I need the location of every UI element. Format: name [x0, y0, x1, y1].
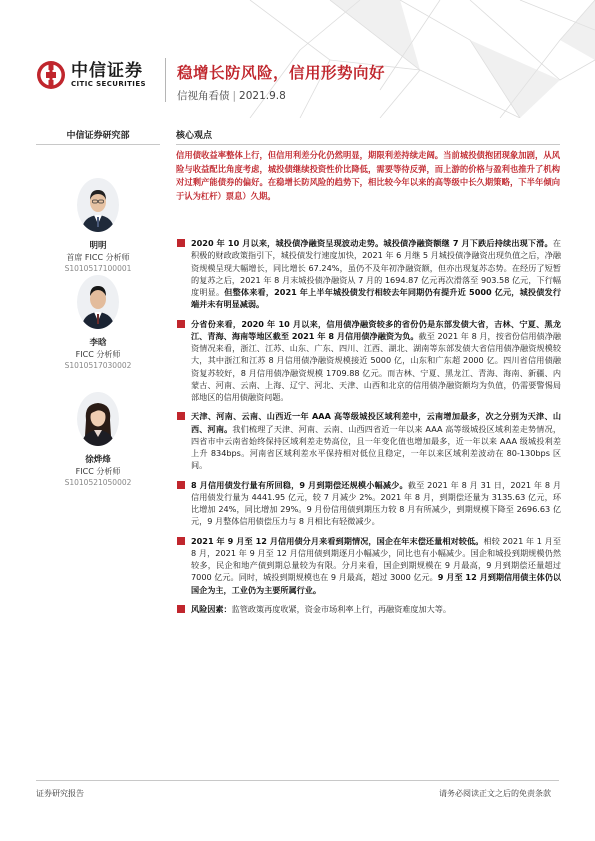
core-view-label: 核心观点 [176, 131, 213, 141]
bullet-marker [177, 537, 185, 545]
point-body: 截至 2021 年 8 月，按省份信用债净融资情况来看，浙江、江苏、山东、广东、四川、江西、湖北、湖南等东部发债大省信用债净融资规模较大，其中浙江和江苏 8 月信用债净融资规模接近 5000 亿，山东和广东超 2000 亿。四川省信用债融资复苏较好，8 月信用债净融资规模 1709.88 亿元。而吉林、宁夏、黑龙江、青海、海南、新疆、内蒙古、河南、云南、上海、辽宁、河北、天津、山西和北京的信用债净融资额均为负值，仍需要警惕局部地区的信用债融资问题。 [191, 330, 561, 402]
list-item [177, 535, 561, 596]
analyst-card [36, 275, 160, 371]
analyst-license: S1010517030002 [64, 361, 132, 370]
analyst-license: S1010517100001 [64, 264, 132, 273]
section-rule-left [36, 144, 160, 145]
analyst-role: 首席 FICC 分析师 [66, 253, 130, 262]
analyst-role: FICC 分析师 [75, 350, 121, 359]
bullet-marker [177, 605, 185, 613]
bullet-marker [177, 320, 185, 328]
brand-name-cn: 中信证券 [71, 60, 143, 81]
footer-rule [36, 780, 559, 781]
point-tail: 9 月至 12 月到期信用债主体仍以国企为主，工业仍为主要所属行业。 [191, 572, 561, 595]
point-body: 监管政策再度收紧，资金市场利率上行，再融资难度加大等。 [231, 603, 452, 614]
bullet-marker [177, 481, 185, 489]
list-item [177, 237, 561, 311]
footer-disclaimer: 请务必阅读正文之后的免责条款 [439, 789, 551, 798]
report-header [0, 0, 595, 118]
analyst-photo-icon [77, 275, 119, 329]
point-lead: 分省份来看，2020 年 10 月以来，信用债净融资较多的省份仍是东部发债大省，吉林、宁夏、黑龙江、青海、海南等地区截至 2021 年 8 月信用债净融资为负。 [191, 318, 561, 341]
analyst-photo-icon [77, 178, 119, 232]
avatar [77, 275, 119, 329]
research-dept: 中信证券研究部 [66, 131, 130, 141]
point-body: 相较 2021 年 1 月至 8 月，2021 年 9 月至 12 月信用债到期逐月小幅减少，同比也有小幅减少。国企和城投到期规模仍然较多，民企和地产债到期总量较为有限。分月来看，国企到期规模在 9 月最高，9 月到期偿还量超过 7000 亿元。同时，城投到期规模也在 9 月最高，超过 3000 亿元。 [191, 535, 561, 583]
report-subtitle [177, 88, 286, 103]
section-rule-right [176, 144, 560, 145]
subtitle-separator: | [232, 90, 237, 102]
core-view-summary: 信用债收益率整体上行，但信用利差分化仍然明显，期限利差持续走阔。当前城投债抱团现象加剧，从风险与收益配比角度考虑，城投债继续投资性价比降低，需要等待反弹，而上游的价格与盈利也推升了机构对过剩产能债券的偏好。在稳增长防风险的趋势下，相比较今年以来的高等级中长久期策略，下半年倾向于认为杠杆）票息）久期。 [176, 150, 560, 201]
citic-logo-icon [36, 60, 66, 90]
point-lead: 天津、河南、云南、山西近一年 AAA 高等级城投区域利差中，云南增加最多，次之分别为天津、山西、河南。 [191, 411, 561, 434]
report-date: 2021.9.8 [239, 90, 286, 102]
avatar [77, 178, 119, 232]
point-body: 我们梳理了天津、河南、云南、山西四省近一年以来 AAA 高等级城投区域利差走势情况，四省市中云南省始终保持区域利差走势高位，且一年变化值也增加最多，近一年以来 AAA 级城投利差上升 834bps。河南省区域利差水平保持相对低位且稳定，一年以来区域利差波动在 80-130bps 区间。 [191, 423, 561, 471]
company-logo [36, 60, 146, 90]
analyst-photo-icon [77, 392, 119, 446]
list-item [177, 479, 561, 528]
list-item [177, 318, 561, 404]
analyst-name: 李晗 [89, 338, 107, 348]
bullet-marker [177, 412, 185, 420]
point-lead: 8 月信用债发行量有所回稳，9 月到期偿还规模小幅减少。 [191, 479, 408, 490]
analyst-name: 明明 [89, 241, 107, 251]
footer-left: 证券研究报告 [36, 789, 84, 798]
analyst-sidebar [36, 130, 160, 487]
key-points-list [177, 237, 561, 615]
bullet-marker [177, 239, 185, 247]
analyst-role: FICC 分析师 [75, 467, 121, 476]
analyst-card [36, 178, 160, 274]
point-lead: 风险因素： [191, 603, 232, 614]
point-lead: 2021 年 9 月至 12 月信用债分月来看到期情况，国企在年末偿还量相对较低。 [191, 535, 484, 546]
header-decoration [0, 0, 595, 118]
header-divider [165, 58, 166, 102]
analyst-card [36, 392, 160, 488]
report-title: 稳增长防风险，信用形势向好 [177, 64, 386, 82]
point-body: 截至 2021 年 8 月 31 日，2021 年 8 月信用债发行量为 4441.95 亿元，较 7 月减少 2%。2021 年 8 月，到期偿还量为 3135.63 亿元，环比增加 24%，同比增加 29%。9 月份信用债到期压力较 8 月有所减少，到期规模下降至 2696.63 亿元，9 月整体信用债偿压力与 8 月相比有轻微减少。 [191, 479, 561, 527]
point-tail: 但整体来看，2021 年上半年城投债发行相较去年同期仍有提升近 5000 亿元，城投债发行端并未有明显减弱。 [191, 287, 561, 310]
point-lead: 2020 年 10 月以来，城投债净融资呈现波动走势。城投债净融资额继 7 月下跌后持续出现下滑。 [191, 238, 553, 248]
point-body: 在积极的财政政策指引下，城投债发行速度加快，2021 年 6 月继 5 月城投债净融资出现负值之后，净融资规模呈现大幅增长，同比增长 67.24%，虽仍不及年初净融资额，但亦出现复苏态势。在经历了短暂的复苏之后，2021 年 8 月末城投债净融资从 7 月的 1694.87 亿元再次滑落至 903.58 亿元，下行幅度明显。 [191, 238, 561, 297]
list-item [177, 603, 561, 615]
analyst-license: S1010521050002 [64, 478, 132, 487]
list-item [177, 410, 561, 471]
avatar [77, 392, 119, 446]
report-series: 信视角看债 [177, 90, 230, 102]
analyst-name: 徐烨烽 [85, 455, 111, 465]
brand-name-en: CITIC SECURITIES [71, 79, 146, 88]
